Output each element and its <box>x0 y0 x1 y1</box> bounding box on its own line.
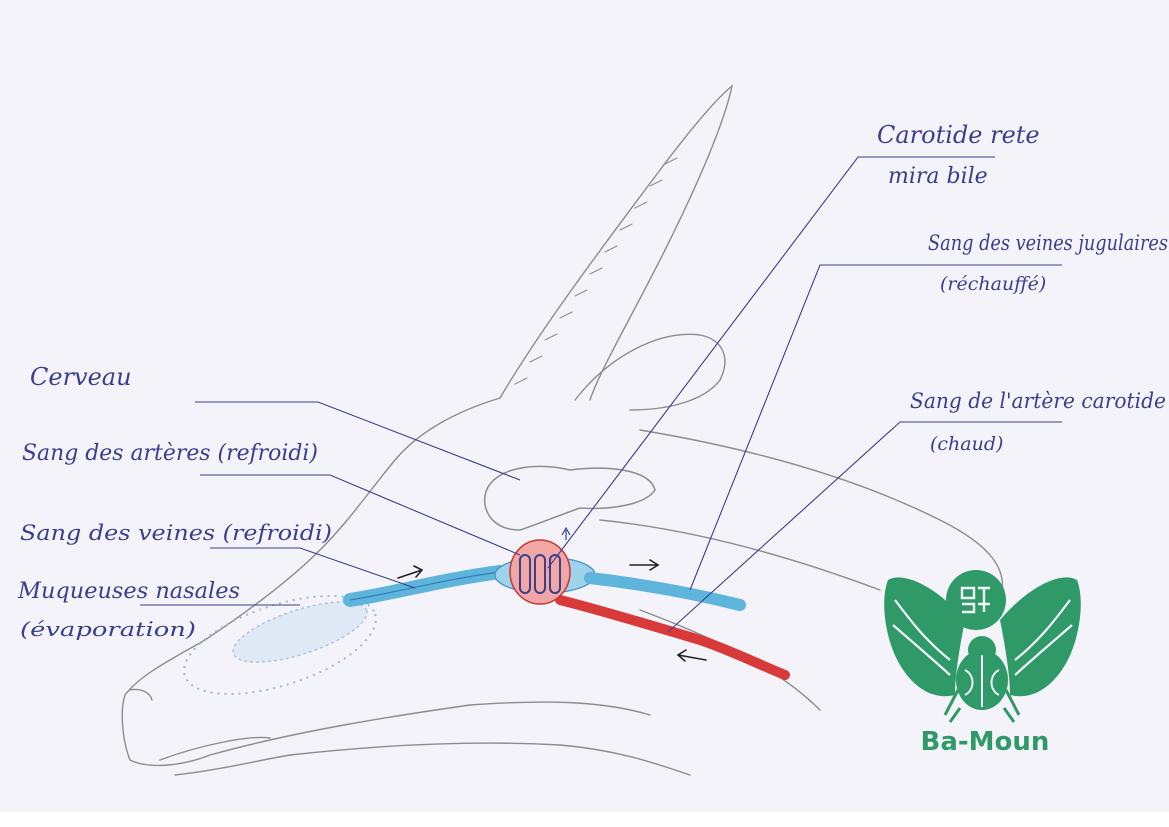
label-jugular-line2: (réchauffé) <box>940 273 1047 295</box>
nostril <box>130 689 152 700</box>
leader-cooled-veins <box>210 548 415 588</box>
label-cooled-arteries: Sang des artères (refroidi) <box>22 441 318 466</box>
arrow-cooled-vein <box>398 566 422 578</box>
ear-outline <box>575 334 725 410</box>
jaw-outline <box>290 743 690 775</box>
neck-top-outline <box>640 430 1003 600</box>
label-mucosa-line2: (évaporation) <box>20 617 196 641</box>
muzzle-outline <box>122 695 650 765</box>
label-cooled-veins: Sang des veines (refroidi) <box>20 521 332 545</box>
leader-jugular <box>690 265 1062 590</box>
mouth-line <box>160 737 290 775</box>
jugular-vein-vessel <box>590 578 740 605</box>
page-bottom-edge <box>0 812 1169 827</box>
label-carotid-line2: (chaud) <box>930 433 1004 455</box>
horn-outline <box>500 86 732 400</box>
label-carotid-line1: Sang de l'artère carotide <box>910 389 1166 413</box>
arrow-carotid <box>678 650 706 661</box>
label-brain: Cerveau <box>30 363 132 391</box>
label-jugular-line1: Sang des veines jugulaires <box>928 231 1169 255</box>
horn-ridges <box>515 158 677 384</box>
label-rete-line2: mira bile <box>888 164 988 189</box>
label-mucosa-line1: Muqueuses nasales <box>16 579 240 604</box>
logo-brand-name: Ba-Moun <box>920 727 1050 757</box>
logo-sun-disc <box>946 570 1006 630</box>
antelope-head-sketch <box>122 86 1002 775</box>
arrow-jugular <box>630 560 658 570</box>
carotid-artery-vessel <box>560 600 785 675</box>
label-rete-line1: Carotide rete <box>877 121 1040 149</box>
ba-moun-logo <box>884 570 1081 757</box>
